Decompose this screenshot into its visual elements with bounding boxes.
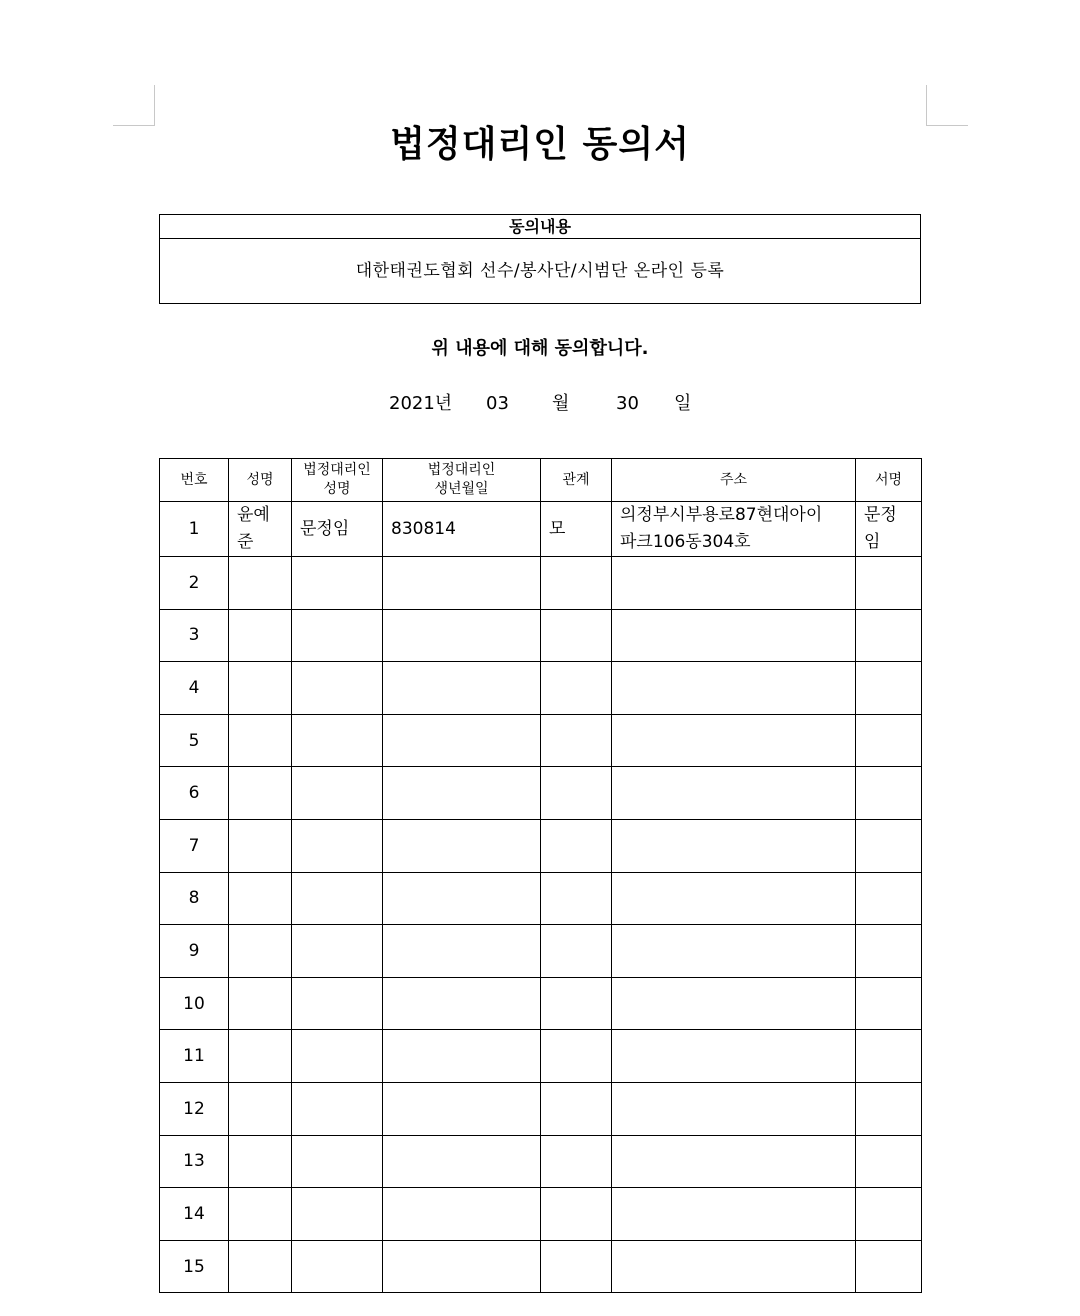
cell-guardian-birth <box>383 1240 541 1293</box>
cell-guardian-name <box>292 1240 383 1293</box>
date-month-unit: 월 <box>552 393 570 414</box>
cell-signature-line2: 임 <box>864 532 881 552</box>
table-row <box>160 819 922 872</box>
table-row <box>160 662 922 715</box>
cell-guardian-birth <box>383 767 541 820</box>
header-name: 성명 <box>229 459 292 502</box>
cell-guardian-birth <box>383 609 541 662</box>
cell-signature <box>856 925 922 978</box>
cell-guardian-name <box>292 819 383 872</box>
cell-no: 8 <box>160 872 229 925</box>
cell-relation <box>541 609 612 662</box>
cell-relation <box>541 1188 612 1241</box>
cell-signature <box>856 1082 922 1135</box>
cell-address <box>612 1030 856 1083</box>
cell-relation <box>541 557 612 610</box>
cell-name <box>229 1082 292 1135</box>
cell-name <box>229 1030 292 1083</box>
cell-guardian-name <box>292 714 383 767</box>
table-row <box>160 1135 922 1188</box>
header-no: 번호 <box>160 459 229 502</box>
table-row <box>160 977 922 1030</box>
cell-signature <box>856 819 922 872</box>
cell-guardian-name <box>292 872 383 925</box>
header-guardian-birth-line1: 법정대리인 <box>427 462 496 478</box>
cell-address <box>612 1188 856 1241</box>
cell-name <box>229 872 292 925</box>
cell-address <box>612 767 856 820</box>
cell-address <box>612 557 856 610</box>
cell-address <box>612 1135 856 1188</box>
cell-guardian-birth <box>383 925 541 978</box>
cell-signature <box>856 977 922 1030</box>
cell-relation <box>541 925 612 978</box>
cell-address <box>612 502 856 557</box>
cell-guardian-name: 문정임 <box>292 502 383 557</box>
cell-relation <box>541 872 612 925</box>
cell-signature <box>856 1188 922 1241</box>
cell-relation <box>541 1082 612 1135</box>
cell-relation <box>541 977 612 1030</box>
cell-guardian-name <box>292 662 383 715</box>
cell-relation <box>541 714 612 767</box>
cell-name <box>229 714 292 767</box>
cell-no: 12 <box>160 1082 229 1135</box>
table-row <box>160 1240 922 1293</box>
consent-box <box>159 214 921 304</box>
table-row <box>160 609 922 662</box>
cell-relation: 모 <box>541 502 612 557</box>
header-guardian-birth <box>383 459 541 502</box>
consent-header: 동의내용 <box>160 215 920 239</box>
cell-signature <box>856 767 922 820</box>
cell-address <box>612 714 856 767</box>
cell-guardian-name <box>292 557 383 610</box>
agreement-text: 위 내용에 대해 동의합니다. <box>431 338 649 359</box>
cell-no: 13 <box>160 1135 229 1188</box>
cell-name <box>229 925 292 978</box>
cell-address-line1: 의정부시부용로87현대아이 <box>620 505 823 525</box>
cell-guardian-birth <box>383 819 541 872</box>
cell-address <box>612 925 856 978</box>
cell-relation <box>541 1030 612 1083</box>
cell-signature <box>856 1135 922 1188</box>
cell-guardian-name <box>292 925 383 978</box>
header-relation: 관계 <box>541 459 612 502</box>
cell-address-line2: 파크106동304호 <box>620 532 751 552</box>
table-row <box>160 1188 922 1241</box>
cell-guardian-name <box>292 609 383 662</box>
cell-no: 9 <box>160 925 229 978</box>
cell-address <box>612 609 856 662</box>
cell-guardian-name <box>292 1135 383 1188</box>
cell-guardian-name <box>292 1082 383 1135</box>
cell-signature <box>856 1240 922 1293</box>
cell-guardian-birth <box>383 1135 541 1188</box>
cell-no: 3 <box>160 609 229 662</box>
cell-relation <box>541 662 612 715</box>
cell-name-line1: 윤예 <box>237 505 270 525</box>
table-row <box>160 502 922 557</box>
date-day: 30 <box>616 393 639 414</box>
table-row <box>160 557 922 610</box>
cell-signature <box>856 662 922 715</box>
cell-guardian-birth <box>383 714 541 767</box>
consent-content: 대한태권도협회 선수/봉사단/시범단 온라인 등록 <box>355 261 725 281</box>
cell-relation <box>541 767 612 820</box>
cell-no: 11 <box>160 1030 229 1083</box>
cell-name-line2: 준 <box>237 532 254 552</box>
cell-name <box>229 977 292 1030</box>
cell-no: 10 <box>160 977 229 1030</box>
cell-signature-line1: 문정 <box>864 505 897 525</box>
cell-name <box>229 1240 292 1293</box>
header-guardian-name-line1: 법정대리인 <box>303 462 371 478</box>
cell-guardian-name <box>292 1030 383 1083</box>
cell-no: 14 <box>160 1188 229 1241</box>
cell-guardian-name <box>292 1188 383 1241</box>
table-row <box>160 925 922 978</box>
cell-name <box>229 502 292 557</box>
cell-name <box>229 819 292 872</box>
header-guardian-name-line2: 성명 <box>323 481 351 497</box>
table-row <box>160 1082 922 1135</box>
date-day-unit: 일 <box>674 393 692 414</box>
cell-signature <box>856 714 922 767</box>
cell-no: 7 <box>160 819 229 872</box>
header-guardian-name <box>292 459 383 502</box>
cell-name <box>229 767 292 820</box>
cell-no: 4 <box>160 662 229 715</box>
cell-guardian-name <box>292 767 383 820</box>
cell-guardian-birth <box>383 1082 541 1135</box>
cell-name <box>229 1135 292 1188</box>
cell-no: 2 <box>160 557 229 610</box>
table-row <box>160 767 922 820</box>
cell-name <box>229 662 292 715</box>
cell-address <box>612 1082 856 1135</box>
cell-name <box>229 1188 292 1241</box>
cell-guardian-birth: 830814 <box>383 502 541 557</box>
cell-no: 5 <box>160 714 229 767</box>
cell-signature <box>856 609 922 662</box>
table-row <box>160 1030 922 1083</box>
cell-signature <box>856 872 922 925</box>
header-signature: 서명 <box>856 459 922 502</box>
cell-address <box>612 662 856 715</box>
header-address: 주소 <box>612 459 856 502</box>
cell-signature <box>856 557 922 610</box>
cell-guardian-birth <box>383 872 541 925</box>
cell-address <box>612 1240 856 1293</box>
cell-guardian-name <box>292 977 383 1030</box>
cell-address <box>612 872 856 925</box>
table-row <box>160 872 922 925</box>
cell-relation <box>541 1240 612 1293</box>
cell-no: 1 <box>160 502 229 557</box>
cell-name <box>229 557 292 610</box>
cell-no: 6 <box>160 767 229 820</box>
cell-no: 15 <box>160 1240 229 1293</box>
document-title: 법정대리인 동의서 <box>390 124 690 165</box>
cell-guardian-birth <box>383 662 541 715</box>
cell-guardian-birth <box>383 557 541 610</box>
cell-guardian-birth <box>383 977 541 1030</box>
date-month: 03 <box>486 393 509 414</box>
cell-relation <box>541 1135 612 1188</box>
cell-guardian-birth <box>383 1188 541 1241</box>
cell-signature <box>856 502 922 557</box>
header-guardian-birth-line2: 생년월일 <box>434 481 489 497</box>
table-row <box>160 714 922 767</box>
cell-signature <box>856 1030 922 1083</box>
cell-address <box>612 977 856 1030</box>
cell-relation <box>541 819 612 872</box>
cell-name <box>229 609 292 662</box>
guardian-table <box>159 458 922 1293</box>
table-header-row <box>160 459 922 502</box>
cell-guardian-birth <box>383 1030 541 1083</box>
date-year: 2021년 <box>389 393 453 414</box>
cell-address <box>612 819 856 872</box>
